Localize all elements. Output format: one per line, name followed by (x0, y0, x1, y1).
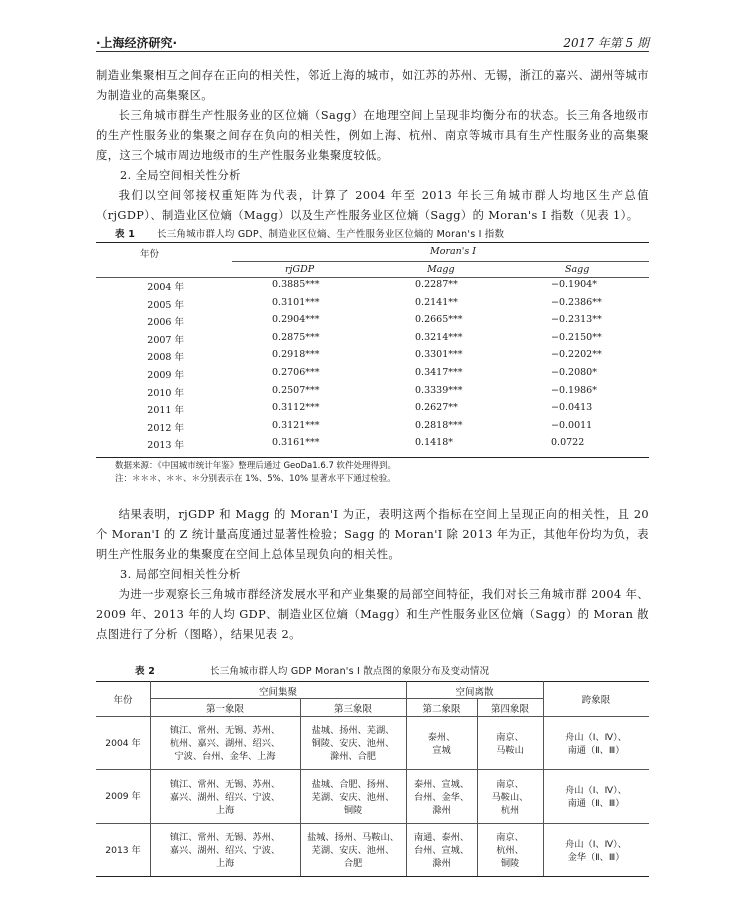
table2-cell-line: 宁波、台州、金华、上海 (174, 751, 276, 762)
journal-name: ·上海经济研究· (96, 36, 178, 50)
table1-col-rjgdp: rjGDP (285, 264, 315, 275)
table2-row-rule-1 (96, 769, 649, 770)
table2-cell-line: 芜湖、安庆、池州、 (311, 845, 395, 856)
table1-bottom-rule (96, 457, 649, 458)
table1-source-note: 数据来源：《中国城市统计年鉴》整理后通过 GeoDa1.6.7 软件处理得到。 (115, 461, 397, 471)
table1-year-cell: 2013 年 (147, 440, 184, 452)
table1-rjgdp-cell: 0.3161*** (272, 437, 320, 449)
table2-q1-cell (150, 724, 300, 763)
table1-rjgdp-cell: 0.3101*** (272, 296, 320, 308)
running-header (96, 30, 649, 52)
table1-header-rule (96, 277, 649, 278)
table2-cell-line: 镇江、常州、无锡、苏州、 (169, 725, 281, 736)
table1-rjgdp-cell: 0.3112*** (272, 402, 320, 414)
table2-q1-cell (150, 778, 300, 817)
paragraph-3: 我们以空间邻接权重矩阵为代表，计算了 2004 年至 2013 年长三角城市群人均地区生产总值（rjGDP）、制造业区位熵（Magg）以及生产性服务业区位熵（Sagg）的 Moran's I 指数（见表 1）。 (96, 189, 649, 222)
table2-cell-line: 舟山（Ⅰ、Ⅳ）、 (565, 838, 627, 850)
table2-cell-line: 台州、宣城、 (413, 845, 470, 856)
table2-q3-cell (300, 724, 406, 763)
table2-cell-line: 金华（Ⅱ、Ⅲ） (567, 851, 625, 863)
table1-sagg-cell: −0.0011 (551, 419, 593, 431)
table1-rjgdp-cell: 0.3885*** (272, 279, 320, 290)
table2-cell-line: 杭州、 (496, 845, 524, 856)
table2-agg-header: 空间集聚 (258, 687, 297, 698)
table2-q4-cell (477, 778, 543, 817)
table1-magg-cell: 0.3301*** (415, 349, 463, 361)
table1-magg-cell: 0.2287** (415, 279, 458, 290)
table1-year-cell: 2011 年 (147, 405, 184, 417)
table1-group-rule (232, 261, 649, 262)
table2-q2-header: 第二象限 (422, 704, 461, 715)
table2-cell-line: 滁州 (432, 858, 451, 869)
issue-number: 2017 年第 5 期 (563, 36, 649, 50)
table2-disp-header: 空间离散 (455, 687, 494, 698)
table1-magg-cell: 0.2665*** (415, 314, 463, 326)
table2-caption (135, 663, 635, 677)
table2-q3-cell (300, 778, 406, 817)
table2-year-cell: 2013 年 (105, 844, 141, 856)
table1-magg-cell: 0.1418* (415, 437, 453, 449)
table2-q3-cell (300, 831, 406, 870)
table2-label: 表 2 (135, 666, 156, 677)
table1-rjgdp-cell: 0.2918*** (272, 349, 320, 361)
table2-cell-line: 镇江、常州、无锡、苏州、 (169, 832, 281, 843)
table2-bottom-rule (96, 876, 649, 877)
table1-rjgdp-cell: 0.2875*** (272, 331, 320, 343)
table2-cell-line: 上海 (215, 858, 235, 869)
paragraph-4: 结果表明，rjGDP 和 Magg 的 Moran'I 为正，表明这两个指标在空间上呈现正向的相关性，且 20 个 Moran'I 的 Z 统计量高度通过显著性检验；Sagg 的 Moran'I 除 2013 年为正，其他年份均为负，表明生产性服务业的集聚度在空间上总体呈现负向的相关性。 (96, 508, 649, 561)
table1-rjgdp-cell: 0.2904*** (272, 314, 320, 326)
table1-magg-cell: 0.3339*** (415, 384, 463, 396)
table2-cell-line: 合肥 (343, 858, 363, 869)
table1-sagg-cell: −0.1904* (551, 279, 597, 290)
table1-year-cell: 2004 年 (147, 282, 184, 293)
table2-q1-header: 第一象限 (205, 704, 244, 715)
table2-cell-line: 杭州、嘉兴、湖州、绍兴、 (169, 738, 281, 749)
table2-q4-header: 第四象限 (490, 704, 529, 715)
paragraph-1: 制造业集聚相互之间存在正向的相关性，邻近上海的城市，如江苏的苏州、无锡，浙江的嘉兴、湖州等城市为制造业的高集聚区。 (96, 69, 649, 102)
table1-year-cell: 2005 年 (147, 299, 184, 311)
table1-caption (115, 226, 635, 240)
paragraph-2: 长三角城市群生产性服务业的区位熵（Sagg）在地理空间上呈现非均衡分布的状态。长三角各地级市的生产性服务业的集聚之间存在负向的相关性，例如上海、杭州、南京等城市具有生产性服务业的高集聚度，这三个城市周边地级市的生产性服务业集聚度较低。 (96, 109, 649, 162)
table1-year-cell: 2009 年 (147, 370, 184, 381)
table2-cell-line: 南通（Ⅱ、Ⅲ） (567, 744, 625, 756)
table2-cell-line: 盐城、扬州、马鞍山、 (307, 832, 399, 843)
table2-cell-line: 马鞍山、 (491, 791, 529, 803)
table2-cell-line: 上海 (215, 804, 235, 816)
table2-cell-line: 芜湖、安庆、池州、 (311, 791, 395, 803)
table1-rjgdp-cell: 0.3121*** (272, 419, 320, 431)
table2-cell-line: 杭州 (500, 804, 520, 816)
table2-q2-cell (406, 778, 477, 817)
table1-col-magg: Magg (427, 264, 455, 275)
table2-cell-line: 嘉兴、湖州、绍兴、宁波、 (169, 791, 281, 803)
table2-cell-line: 南京、 (496, 731, 524, 743)
table2-q2-cell (406, 831, 477, 870)
table2-cell-line: 铜陵 (500, 858, 520, 869)
table2-cell-line: 南京、 (496, 832, 524, 843)
table2-cell-line: 铜陵、安庆、池州、 (311, 738, 395, 749)
table1-sagg-cell: −0.1986* (551, 384, 597, 396)
table1-sagg-cell: −0.2386** (551, 296, 602, 308)
table2-cell-line: 南通（Ⅱ、Ⅲ） (567, 798, 625, 809)
table1-year-header: 年份 (140, 249, 160, 260)
table2-top-rule (96, 681, 649, 682)
table2-header-rule (96, 716, 649, 717)
table2-cell-line: 泰州、宣城、 (413, 778, 470, 790)
paragraph-5: 为进一步观察长三角城市群经济发展水平和产业集聚的局部空间特征，我们对长三角城市群 2004 年、2009 年、2013 年的人均 GDP、制造业区位熵（Magg）和生产性服务业区位熵（Sagg）的 Moran 散点图进行了分析（图略），结果见表 2。 (96, 588, 649, 641)
table1-label: 表 1 (115, 229, 136, 240)
table1-year-cell: 2007 年 (147, 334, 184, 346)
table2-year-cell: 2009 年 (105, 791, 141, 802)
table2-cross-header: 跨象限 (581, 695, 611, 706)
table2-cell-line: 马鞍山 (496, 744, 524, 756)
table1-rjgdp-cell: 0.2706*** (272, 367, 320, 378)
section-heading-global: 2. 全局空间相关性分析 (120, 169, 241, 182)
table2-title: 长三角城市群人均 GDP Moran's I 散点图的象限分布及变动情况 (210, 666, 490, 677)
table2-cell-line: 滁州、合肥 (330, 751, 376, 762)
table1-significance-note: 注：＊＊＊、＊＊、＊分别表示在 1%、5%、10% 显著水平下通过检验。 (115, 474, 396, 484)
table1-sagg-cell: 0.0722 (551, 437, 585, 449)
table2-cell-line: 铜陵 (343, 804, 363, 816)
table2-cell-line: 镇江、常州、无锡、苏州、 (169, 778, 281, 790)
table1-sagg-cell: −0.2150** (551, 331, 602, 343)
table2-q4-cell (477, 831, 543, 870)
table2-cell-line: 盐城、合肥、扬州、 (311, 778, 395, 790)
table2-q3-header: 第三象限 (333, 704, 372, 715)
table1-year-cell: 2010 年 (147, 387, 184, 399)
table2-cell-line: 南京、 (496, 778, 524, 790)
table2-row-rule-2 (96, 823, 649, 824)
table2-cell-line: 舟山（Ⅰ、Ⅳ）、 (565, 785, 627, 796)
table1-sagg-cell: −0.2202** (551, 349, 602, 361)
table2-year-header: 年份 (113, 695, 133, 706)
table1-year-cell: 2008 年 (147, 352, 184, 364)
table2-cell-line: 舟山（Ⅰ、Ⅳ）、 (565, 731, 627, 743)
table2-cell-line: 嘉兴、湖州、绍兴、宁波、 (169, 845, 281, 856)
table2-year-cell: 2004 年 (105, 737, 141, 749)
table2-cell-line: 泰州、 (427, 731, 456, 743)
table1-title: 长三角城市群人均 GDP、制造业区位熵、生产性服务业区位熵的 Moran's I 指数 (157, 229, 505, 240)
table1-year-cell: 2012 年 (147, 422, 184, 434)
table2-cross-cell (543, 784, 649, 810)
table1-sagg-cell: −0.2313** (551, 314, 602, 326)
table1-magg-cell: 0.3417*** (415, 367, 463, 378)
table2-q1-cell (150, 831, 300, 870)
table1-rjgdp-cell: 0.2507*** (272, 384, 320, 396)
table1-group-header: Moran's I (430, 246, 477, 257)
table2-cell-line: 台州、金华、 (413, 791, 470, 803)
table1-top-rule (96, 242, 649, 243)
table2-cell-line: 滁州 (432, 804, 451, 816)
table1-magg-cell: 0.3214*** (415, 331, 463, 343)
table2-group-rule (150, 698, 543, 699)
table2-cell-line: 盐城、扬州、芜湖、 (311, 725, 395, 736)
table1-magg-cell: 0.2141** (415, 296, 458, 308)
table1-col-sagg: Sagg (565, 264, 590, 275)
table1-magg-cell: 0.2627** (415, 402, 458, 414)
table2-cross-cell (543, 731, 649, 757)
table1-sagg-cell: −0.2080* (551, 367, 597, 378)
table2-cell-line: 宣城 (432, 744, 451, 756)
table2-cross-cell (543, 838, 649, 864)
table1-sagg-cell: −0.0413 (551, 402, 593, 414)
section-heading-local: 3. 局部空间相关性分析 (120, 568, 241, 581)
table1-year-cell: 2006 年 (147, 317, 184, 329)
table2-cell-line: 南通、泰州、 (413, 832, 470, 843)
table2-q4-cell (477, 731, 543, 757)
table2-q2-cell (406, 731, 477, 757)
table1-magg-cell: 0.2818*** (415, 419, 463, 431)
